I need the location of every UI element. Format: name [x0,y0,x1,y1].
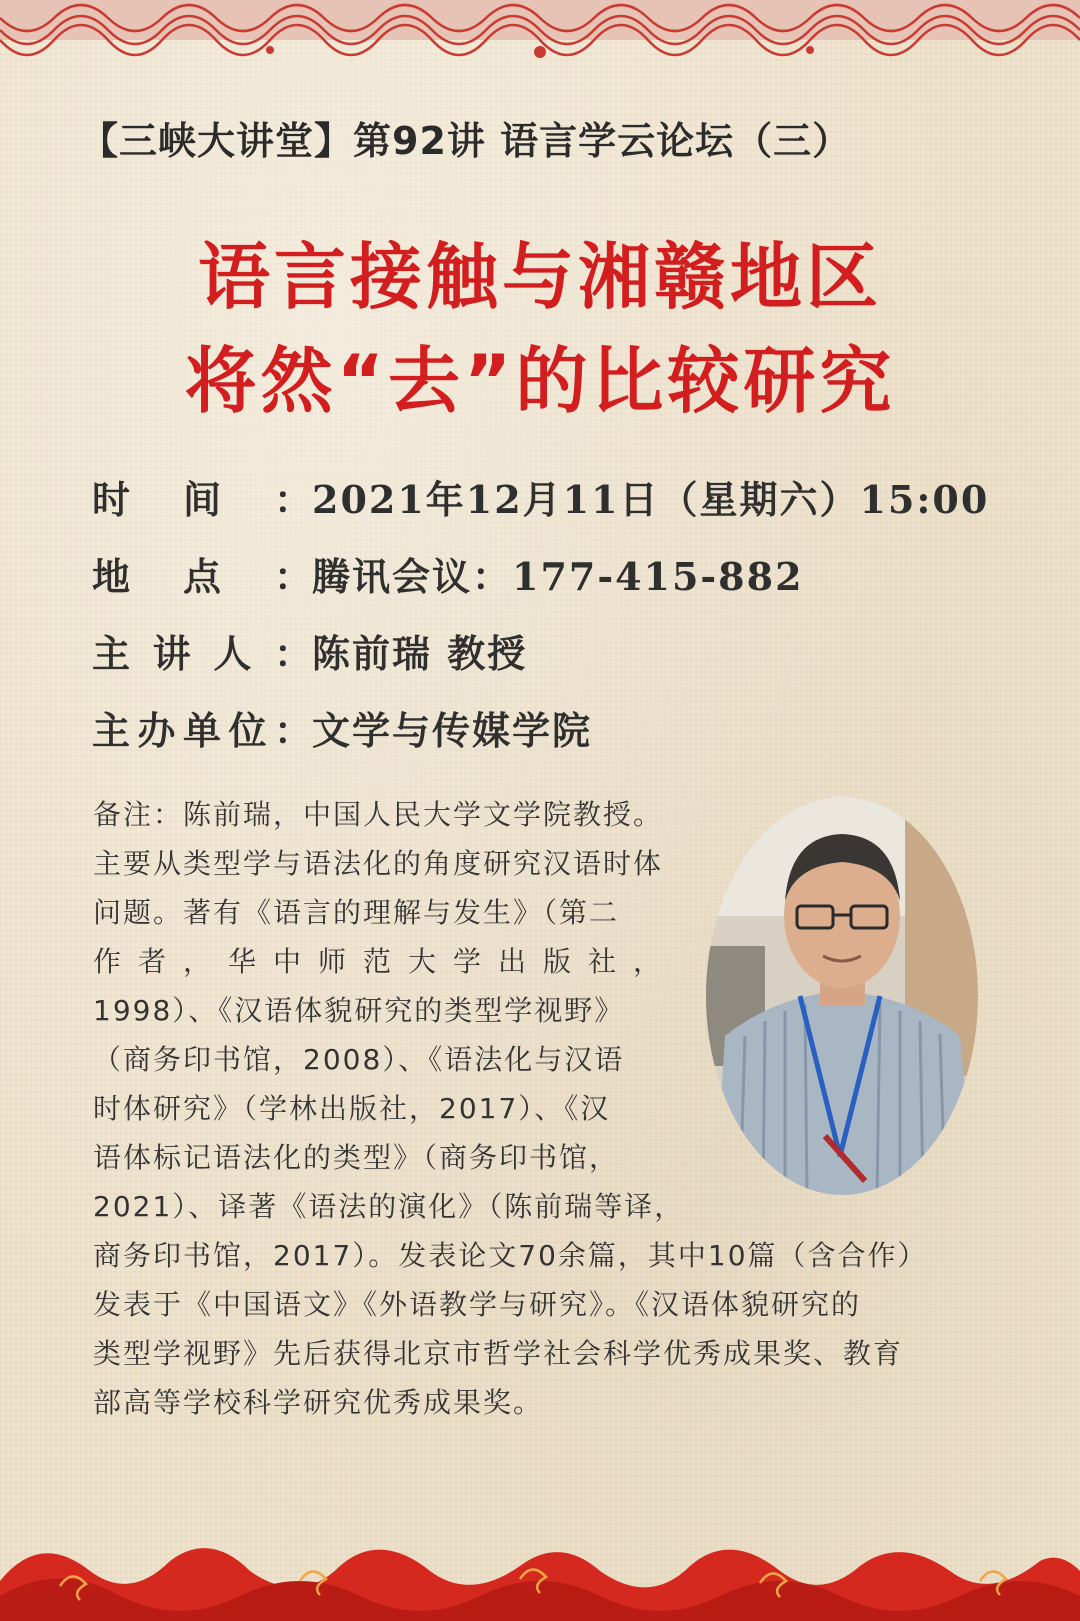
notes-line: 发表于《中国语文》《外语教学与研究》。《汉语体貌研究的 [93,1288,862,1321]
notes-line: 主要从类型学与语法化的角度研究汉语时体 [93,847,664,880]
series-title: 【三峡大讲堂】第92讲 语言学云论坛（三） [80,119,852,163]
notes-line: 类型学视野》先后获得北京市哲学社会科学优秀成果奖、教育 [93,1337,904,1370]
notes-line: 商务印书馆，2017）。发表论文70余篇，其中10篇（含合作） [93,1239,928,1272]
notes-line: 1998）、《汉语体貌研究的类型学视野》 [93,994,625,1027]
top-cloud-border [0,0,1080,80]
notes-line: 部高等学校科学研究优秀成果奖。 [93,1386,544,1419]
title-line-2: 将然“去”的比较研究 [184,339,896,423]
notes-line: 问题。著有《语言的理解与发生》（第二 [93,896,620,929]
notes-line: 时体研究》（学林出版社，2017）、《汉 [93,1092,611,1125]
notes-line: 作者，华中师范大学出版社， [93,945,679,978]
info-value-location: 腾讯会议：177-415-882 [312,554,804,599]
title-line-1: 语言接触与湘赣地区 [197,235,882,319]
notes-line: （商务印书馆，2008）、《语法化与汉语 [93,1043,625,1076]
lecture-title [0,225,1080,433]
info-value-speaker: 陈前瑞 教授 [312,631,528,676]
info-label-time: 时间： [92,477,312,522]
info-row-speaker [92,624,527,684]
notes-line: 备注：陈前瑞，中国人民大学文学院教授。 [93,798,664,831]
info-row-organizer [92,701,592,761]
notes-line: 2021）、译著《语法的演化》（陈前瑞等译， [93,1190,685,1223]
info-value-time: 2021年12月11日（星期六）15:00 [312,477,990,522]
info-row-location [92,547,804,607]
bottom-wave-border [0,1511,1080,1621]
info-label-speaker: 主讲人： [92,631,312,676]
info-label-organizer: 主办单位： [92,708,312,753]
info-label-location: 地点： [92,554,312,599]
info-row-time [92,470,989,530]
info-value-organizer: 文学与传媒学院 [312,708,593,753]
speaker-portrait [705,796,980,1196]
notes-line: 语体标记语法化的类型》（商务印书馆， [93,1141,620,1174]
